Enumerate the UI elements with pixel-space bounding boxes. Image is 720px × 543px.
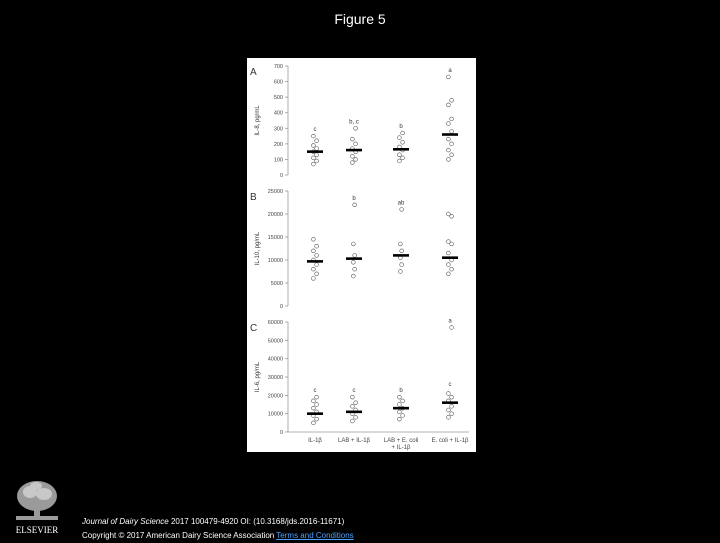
panel-c-significance-letter: c: [352, 388, 356, 395]
panel-a-y-tick-label: 300: [273, 126, 283, 133]
panel-b-y-tick-label: 25000: [267, 189, 283, 195]
panel-c-data-point: [398, 410, 402, 414]
panel-c-data-point: [398, 417, 402, 421]
panel-a-y-tick-label: 100: [273, 157, 283, 164]
panel-c-data-point: [450, 326, 454, 330]
panel-b-data-point: [312, 277, 316, 281]
panel-a-data-point: [401, 140, 405, 144]
panel-a-data-point: [450, 153, 454, 157]
figure-panel: [247, 58, 476, 452]
panel-b-data-point: [447, 251, 451, 255]
panel-b-data-point: [447, 240, 451, 244]
panel-a-data-point: [401, 131, 405, 135]
panel-b-y-tick-label: 15000: [267, 235, 283, 241]
panel-c-significance-letter: c: [448, 381, 452, 388]
panel-b-data-point: [312, 237, 316, 241]
panel-c-data-point: [398, 395, 402, 399]
panel-a-data-point: [398, 159, 402, 163]
panel-b-data-point: [315, 254, 319, 258]
panel-c-data-point: [312, 399, 316, 403]
panel-a-data-point: [401, 156, 405, 160]
panel-a-data-point: [351, 154, 355, 158]
panel-b-data-point: [312, 249, 316, 253]
panel-a-data-point: [315, 139, 319, 143]
panel-a-data-point: [447, 137, 451, 141]
panel-a-data-point: [354, 158, 358, 162]
panel-b-data-point: [447, 272, 451, 276]
panel-c-data-point: [447, 408, 451, 412]
panel-a-data-point: [447, 158, 451, 162]
panel-c-y-tick-label: 50000: [267, 338, 283, 345]
panel-a-data-point: [447, 122, 451, 126]
panel-c-data-point: [315, 395, 319, 399]
panel-b-y-tick-label: 10000: [267, 258, 283, 264]
elsevier-logo: [6, 476, 68, 536]
panel-c-data-point: [450, 412, 454, 416]
panel-c-data-point: [351, 419, 355, 423]
panel-a-data-point: [351, 161, 355, 165]
panel-a-significance-letter: b, c: [349, 119, 359, 126]
terms-and-conditions-link[interactable]: Terms and Conditions: [276, 531, 354, 540]
panel-a-data-point: [315, 159, 319, 163]
panel-c-data-point: [312, 406, 316, 410]
panel-b-data-point: [351, 274, 355, 278]
panel-b-data-point: [353, 254, 357, 258]
panel-c-data-point: [401, 414, 405, 418]
elsevier-wordmark: ELSEVIER: [15, 525, 59, 535]
panel-a-significance-letter: b: [399, 123, 403, 130]
panel-a-y-tick-label: 400: [273, 110, 283, 117]
citation-line-1: [82, 515, 354, 529]
panel-c-significance-letter: b: [399, 388, 403, 395]
panel-a-data-point: [315, 147, 319, 151]
panel-b-data-point: [315, 272, 319, 276]
journal-name: Journal of Dairy Science: [82, 517, 169, 526]
panel-b-data-point: [450, 267, 454, 271]
panel-a-data-point: [312, 134, 316, 138]
panel-c-data-point: [401, 399, 405, 403]
panel-a-data-point: [450, 98, 454, 102]
x-tick-label-line-2: + IL-1β: [391, 445, 411, 451]
panel-c-data-point: [354, 401, 358, 405]
panel-b-data-point: [353, 203, 357, 207]
panel-b-significance-letter: b: [352, 195, 356, 202]
citation-line-2: [82, 529, 354, 543]
panel-b-data-point: [447, 263, 451, 267]
panel-c-data-point: [450, 395, 454, 399]
panel-b-y-tick-label: 20000: [267, 212, 283, 218]
panel-c-significance-letter: a: [448, 318, 452, 325]
panel-a-data-point: [447, 103, 451, 107]
panel-a-data-point: [354, 126, 358, 130]
panel-b-y-axis-label: IL-10, pg/mL: [255, 231, 261, 266]
panel-a-data-point: [447, 75, 451, 79]
panel-c-data-point: [447, 415, 451, 419]
panel-a-data-point: [450, 130, 454, 134]
panel-c-y-tick-label: 40000: [267, 356, 283, 363]
panel-b-data-point: [353, 267, 357, 271]
panel-c-data-point: [447, 392, 451, 396]
x-tick-label: LAB + IL-1β: [338, 438, 370, 444]
panel-c-y-tick-label: 10000: [267, 411, 283, 418]
panel-a-panel-label: A: [250, 67, 257, 78]
panel-a-significance-letter: a: [448, 67, 452, 74]
citation-details: 2017 100479-4920 OI: (10.3168/jds.2016-11671): [168, 517, 345, 526]
panel-b-significance-letter: ab: [397, 200, 405, 207]
panel-c-data-point: [315, 403, 319, 407]
panel-c-panel-label: C: [250, 323, 258, 334]
panel-a-data-point: [315, 153, 319, 157]
panel-a-data-point: [450, 117, 454, 121]
figure-chart: [247, 58, 476, 452]
panel-a-data-point: [450, 142, 454, 146]
panel-c-y-tick-label: 0: [279, 430, 283, 436]
panel-c-significance-letter: c: [313, 388, 317, 395]
panel-a-y-tick-label: 200: [273, 141, 283, 148]
panel-a-data-point: [398, 153, 402, 157]
x-tick-label: E. coli + IL-1β: [431, 438, 469, 444]
panel-b-data-point: [447, 212, 451, 216]
panel-c-y-tick-label: 60000: [267, 320, 283, 326]
panel-b-data-point: [400, 263, 404, 267]
panel-a-data-point: [354, 142, 358, 146]
slide-title: Figure 5: [334, 11, 386, 27]
panel-c-y-tick-label: 30000: [267, 375, 283, 381]
panel-a-data-point: [351, 137, 355, 141]
panel-a-y-tick-label: 0: [279, 173, 283, 179]
panel-a-y-tick-label: 700: [273, 64, 283, 70]
panel-a-y-axis-label: IL-8, pg/mL: [255, 105, 261, 136]
panel-b-data-point: [398, 242, 402, 246]
panel-b-panel-label: B: [250, 192, 257, 203]
x-tick-label: IL-1β: [308, 438, 322, 444]
panel-b-data-point: [400, 249, 404, 253]
panel-c-data-point: [398, 403, 402, 407]
panel-c-y-axis-label: IL-6, pg/mL: [255, 361, 261, 393]
panel-b-data-point: [398, 270, 402, 274]
panel-c-data-point: [450, 404, 454, 408]
panel-b-data-point: [315, 263, 319, 267]
panel-a-data-point: [312, 156, 316, 160]
panel-c-data-point: [351, 404, 355, 408]
panel-a-data-point: [447, 148, 451, 152]
panel-b-data-point: [400, 208, 404, 212]
panel-a-y-tick-label: 500: [273, 95, 283, 102]
panel-c-y-tick-label: 20000: [267, 393, 283, 400]
panel-b-y-tick-label: 5000: [270, 281, 283, 287]
panel-b-data-point: [351, 242, 355, 246]
panel-a-data-point: [398, 136, 402, 140]
copyright-text: Copyright © 2017 American Dairy Science Association: [82, 531, 275, 540]
panel-c-data-point: [354, 415, 358, 419]
panel-b-y-tick-label: 0: [279, 304, 283, 310]
panel-b-data-point: [351, 260, 355, 264]
panel-b-data-point: [312, 267, 316, 271]
panel-c-data-point: [351, 395, 355, 399]
panel-a-data-point: [312, 162, 316, 166]
citation-block: [82, 515, 354, 543]
panel-b-data-point: [315, 244, 319, 248]
panel-c-data-point: [312, 421, 316, 425]
panel-c-data-point: [315, 417, 319, 421]
panel-a-y-tick-label: 600: [273, 79, 283, 86]
panel-a-significance-letter: c: [313, 127, 317, 134]
x-tick-label: LAB + E. coli: [383, 438, 419, 444]
panel-a-data-point: [312, 144, 316, 148]
